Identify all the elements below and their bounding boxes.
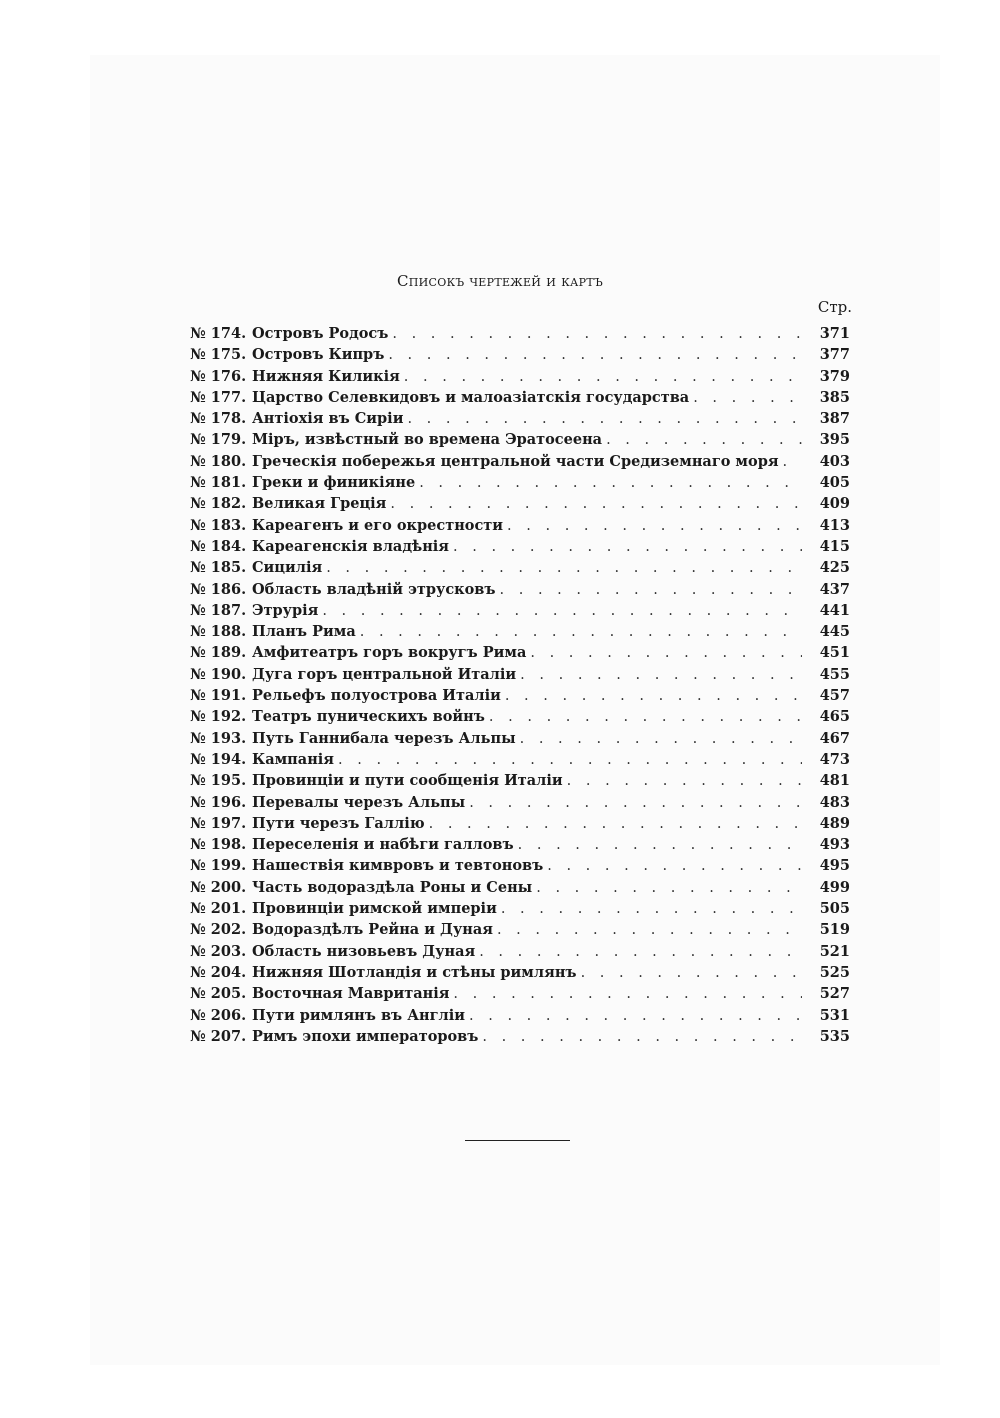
entry-number: № 199. [190,857,247,875]
toc-entry [190,579,850,600]
entry-page-number: 465 [819,708,850,726]
toc-entry [190,706,850,727]
entry-number: № 191. [190,687,247,705]
entry-title: Нижняя Киликія [252,367,400,385]
entry-page-number: 377 [819,346,850,364]
toc-entry [190,962,850,983]
entry-number: № 177. [190,388,247,406]
entry-title: Греческія побережья центральной части Средиземнаго моря [252,452,779,470]
entry-title: Кареагенскія владѣнія [252,537,450,555]
dot-leader [388,345,802,366]
toc-entry [190,493,850,514]
entry-title: Планъ Рима [252,623,356,641]
entry-number: № 203. [190,942,247,960]
entry-title: Театръ пуническихъ войнъ [252,708,485,726]
toc-entry [190,685,850,706]
entry-title: Провинціи и пути сообщенія Италіи [252,772,563,790]
entry-page-number: 405 [819,474,850,492]
entry-page-number: 525 [819,963,850,981]
toc-entry [190,600,850,621]
entry-number: № 195. [190,772,247,790]
entry-title: Область владѣній этрусковъ [252,580,496,598]
entry-number: № 190. [190,665,247,683]
dot-leader [505,686,802,707]
toc-entry [190,366,850,387]
entry-page-number: 493 [819,836,850,854]
toc-entry [190,919,850,940]
toc-entry [190,323,850,344]
entry-number: № 181. [190,474,247,492]
dot-leader [536,878,802,899]
dot-leader [326,558,802,579]
dot-leader [489,707,802,728]
dot-leader [453,537,802,558]
entry-title: Великая Греція [252,495,387,513]
toc-entry [190,898,850,919]
toc-entry [190,664,850,685]
entry-title: Нижняя Шотландія и стѣны римлянъ [252,963,577,981]
dot-leader [518,835,802,856]
entry-page-number: 505 [819,900,850,918]
entry-title: Островъ Родосъ [252,325,389,342]
entry-page-number: 455 [819,665,850,683]
entry-page-number: 481 [819,772,850,790]
dot-leader [501,899,802,920]
entry-title: Пути черезъ Галлію [252,814,425,832]
toc-entry [190,728,850,749]
entry-number: № 188. [190,623,247,641]
toc-entry [190,344,850,365]
entry-number: № 192. [190,708,247,726]
toc-entry [190,621,850,642]
entry-page-number: 413 [819,516,850,534]
toc-entry [190,387,850,408]
dot-leader [567,771,802,792]
dot-leader [507,516,802,537]
toc-entry [190,515,850,536]
entry-number: № 205. [190,985,247,1003]
toc-entry [190,855,850,876]
dot-leader [407,409,802,430]
dot-leader [520,665,802,686]
toc-entry [190,813,850,834]
dot-leader [419,473,802,494]
entry-page-number: 521 [819,942,850,960]
entry-page-number: 499 [819,878,850,896]
dot-leader [392,324,802,345]
entry-number: № 178. [190,410,247,428]
entry-number: № 175. [190,346,247,364]
entry-title: Дуга горъ центральной Италіи [252,665,517,683]
entry-page-number: 403 [819,452,850,470]
toc-entry [190,557,850,578]
dot-leader [469,793,802,814]
entry-number: № 186. [190,580,247,598]
entry-title: Водораздѣлъ Рейна и Дуная [252,921,493,939]
dot-leader [497,920,802,941]
entry-page-number: 395 [819,431,850,449]
entry-number: № 194. [190,750,247,768]
entry-page-number: 495 [819,857,850,875]
entry-number: № 189. [190,644,247,662]
entry-title: Восточная Мавританія [252,985,450,1003]
entry-number: № 174. [190,325,247,342]
entry-page-number: 409 [819,495,850,513]
entry-number: № 180. [190,452,247,470]
page-title: Списокъ чертежей и картъ [396,272,604,290]
entry-page-number: 441 [819,601,850,619]
entry-number: № 201. [190,900,247,918]
entry-title: Часть водораздѣла Роны и Сены [252,878,533,896]
entry-page-number: 415 [819,537,850,555]
entry-number: № 185. [190,559,247,577]
entry-number: № 197. [190,814,247,832]
entry-title: Пути римлянъ въ Англіи [252,1006,466,1024]
entry-number: № 179. [190,431,247,449]
dot-leader [453,984,802,1005]
entry-title: Сицилія [252,559,323,577]
dot-leader [520,729,802,750]
entry-page-number: 473 [819,750,850,768]
entry-title: Островъ Кипръ [252,346,385,364]
entry-title: Рельефъ полуострова Италіи [252,687,501,705]
toc-entry [190,642,850,663]
entry-page-number: 437 [819,580,850,598]
dot-leader [469,1006,802,1027]
entry-page-number: 531 [819,1006,850,1024]
toc-entry [190,408,850,429]
entry-number: № 196. [190,793,247,811]
entry-title: Переселенія и набѣги галловъ [252,836,514,854]
toc-entry [190,749,850,770]
entry-title: Область низовьевъ Дуная [252,942,476,960]
dot-leader [479,942,802,963]
dot-leader [547,856,802,877]
entry-title: Этрурія [252,601,319,619]
toc-entry [190,941,850,962]
entry-number: № 206. [190,1006,247,1024]
dot-leader [530,643,802,664]
table-of-contents [190,323,850,1047]
dot-leader [693,388,802,409]
entry-number: № 204. [190,963,247,981]
entry-page-number: 385 [819,388,850,406]
entry-number: № 183. [190,516,247,534]
toc-entry [190,834,850,855]
dot-leader [429,814,802,835]
entry-page-number: 519 [819,921,850,939]
entry-page-number: 489 [819,814,850,832]
dot-leader [360,622,802,643]
entry-number: № 202. [190,921,247,939]
toc-entry [190,429,850,450]
entry-number: № 187. [190,601,247,619]
entry-number: № 184. [190,537,247,555]
entry-number: № 200. [190,878,247,896]
dot-leader [404,367,802,388]
toc-entry [190,792,850,813]
entry-title: Антіохія въ Сиріи [252,410,404,428]
entry-page-number: 387 [819,410,850,428]
entry-page-number: 457 [819,687,850,705]
entry-page-number: 451 [819,644,850,662]
entry-number: № 193. [190,729,247,747]
toc-entry [190,451,850,472]
entry-title: Провинціи римской имперіи [252,900,497,918]
entry-page-number: 425 [819,559,850,577]
dot-leader [783,452,802,473]
dot-leader [606,430,802,451]
dot-leader [500,580,802,601]
entry-title: Перевалы черезъ Альпы [252,793,466,811]
dot-leader [390,494,802,515]
entry-page-number: 379 [819,367,850,385]
entry-page-number: 483 [819,793,850,811]
toc-entry [190,1005,850,1026]
entry-title: Нашествія кимвровъ и тевтоновъ [252,857,544,875]
entry-title: Царство Селевкидовъ и малоазіатскія государства [252,388,690,406]
toc-entry [190,472,850,493]
entry-page-number: 371 [819,325,850,342]
toc-entry [190,877,850,898]
entry-title: Кампанія [252,750,335,768]
entry-number: № 176. [190,367,247,385]
entry-number: № 198. [190,836,247,854]
closing-rule [465,1140,570,1141]
entry-title: Римъ эпохи императоровъ [252,1027,479,1045]
page-column-header: Стр. [817,298,852,316]
toc-entry [190,983,850,1004]
dot-leader [581,963,802,984]
toc-entry [190,1026,850,1047]
toc-entry [190,770,850,791]
dot-leader [338,750,802,771]
dot-leader [482,1027,802,1048]
entry-page-number: 527 [819,985,850,1003]
entry-page-number: 535 [819,1027,850,1045]
entry-title: Міръ, извѣстный во времена Эратосеена [252,431,603,449]
entry-page-number: 445 [819,623,850,641]
entry-title: Амфитеатръ горъ вокругъ Рима [252,644,527,662]
entry-title: Греки и финикіяне [252,474,416,492]
entry-title: Путь Ганнибала черезъ Альпы [252,729,516,747]
entry-page-number: 467 [819,729,850,747]
entry-title: Кареагенъ и его окрестности [252,516,504,534]
toc-entry [190,536,850,557]
entry-number: № 207. [190,1027,247,1045]
entry-number: № 182. [190,495,247,513]
dot-leader [322,601,802,622]
